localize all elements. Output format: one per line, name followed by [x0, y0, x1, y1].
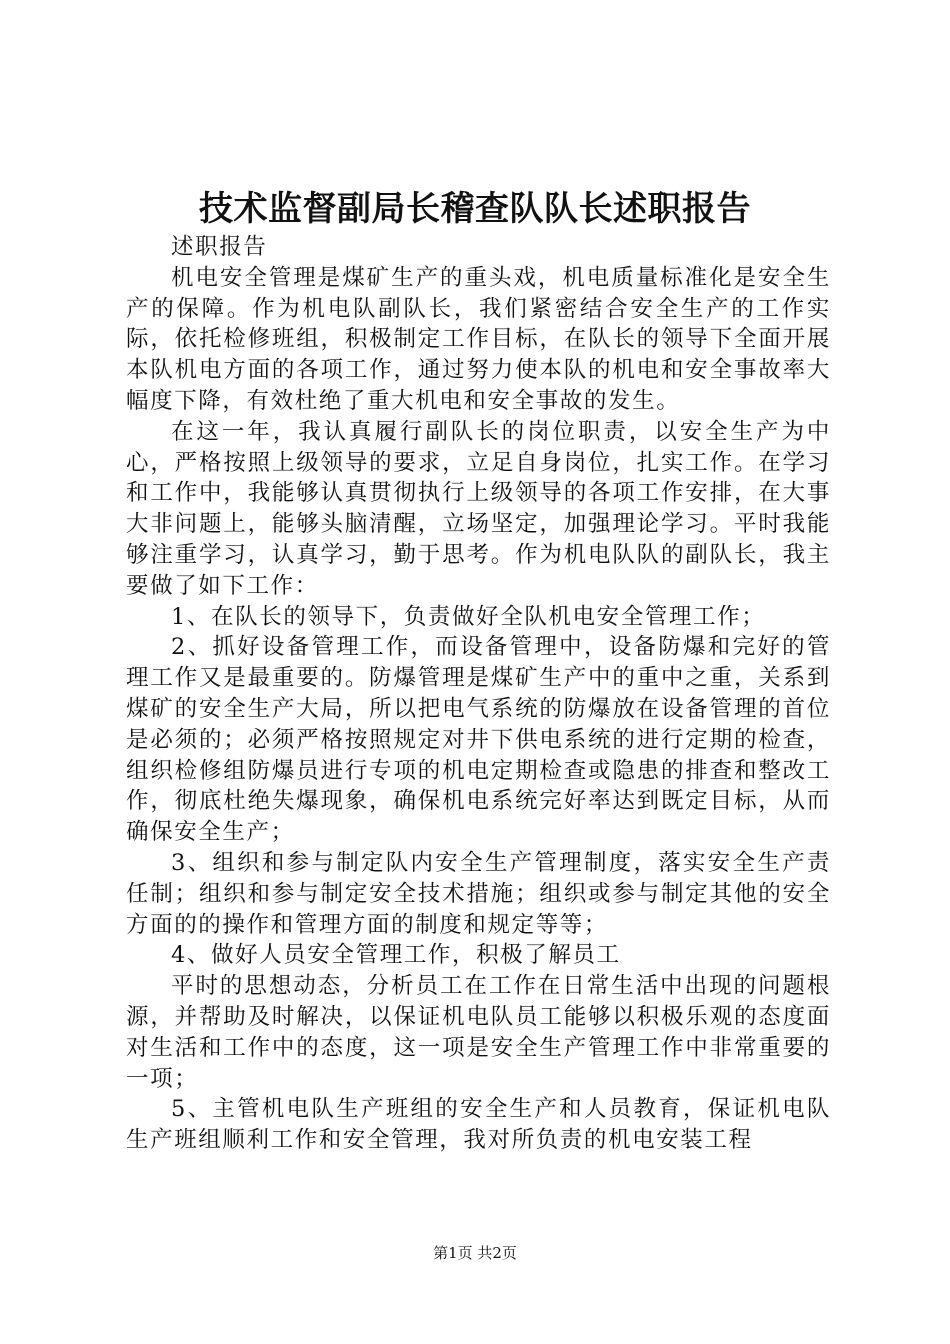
paragraph-heading: 述职报告 — [171, 234, 268, 260]
paragraph: 平时的思想动态，分析员工在工作在日常生活中出现的问题根源，并帮助及时解决，以保证机电队员工能够以积极乐观的态度面对生活和工作中的态度，这一项是安全生产管理工作中非常重要的一项； — [126, 973, 831, 1092]
paragraph-item-4: 4、做好人员安全管理工作，积极了解员工 — [171, 942, 621, 969]
paragraph-item-5: 5、主管机电队生产班组的安全生产和人员教育，保证机电队生产班组顺利工作和安全管理，我对所负责的机电安装工程 — [126, 1096, 831, 1154]
paragraph-item-1: 1、在队长的领导下，负责做好全队机电安全管理工作； — [171, 603, 766, 630]
paragraph: 机电安全管理是煤矿生产的重头戏，机电质量标准化是安全生产的保障。作为机电队副队长，我们紧密结合安全生产的工作实际，依托检修班组，积极制定工作目标，在队长的领导下全面开展本队机电方面的各项工作，通过努力使本队的机电和安全事故率大幅度下降，有效杜绝了重大机电和安全事故的发生。 — [126, 264, 831, 414]
document-title: 技术监督副局长稽查队队长述职报告 — [199, 189, 751, 229]
paragraph-item-3: 3、组织和参与制定队内安全生产管理制度，落实安全生产责任制；组织和参与制定安全技术措施；组织或参与制定其他的安全方面的的操作和管理方面的制度和规定等等； — [126, 849, 831, 938]
paragraph: 在这一年，我认真履行副队长的岗位职责，以安全生产为中心，严格按照上级领导的要求，立足自身岗位，扎实工作。在学习和工作中，我能够认真贯彻执行上级领导的各项工作安排，在大事大非问题上，能够头脑清醒，立场坚定，加强理论学习。平时我能够注重学习，认真学习，勤于思考。作为机电队队的副队长，我主要做了如下工作： — [126, 418, 831, 599]
paragraph-item-2: 2、抓好设备管理工作，而设备管理中，设备防爆和完好的管理工作又是最重要的。防爆管理是煤矿生产中的重中之重，关系到煤矿的安全生产大局，所以把电气系统的防爆放在设备管理的首位是必须的；必须严格按照规定对井下供电系统的进行定期的检查，组织检修组防爆员进行专项的机电定期检查或隐患的排查和整改工作，彻底杜绝失爆现象，确保机电系统完好率达到既定目标，从而确保安全生产； — [126, 634, 831, 846]
document-body — [126, 232, 831, 1156]
page-number: 第1页 共2页 — [433, 1244, 517, 1262]
